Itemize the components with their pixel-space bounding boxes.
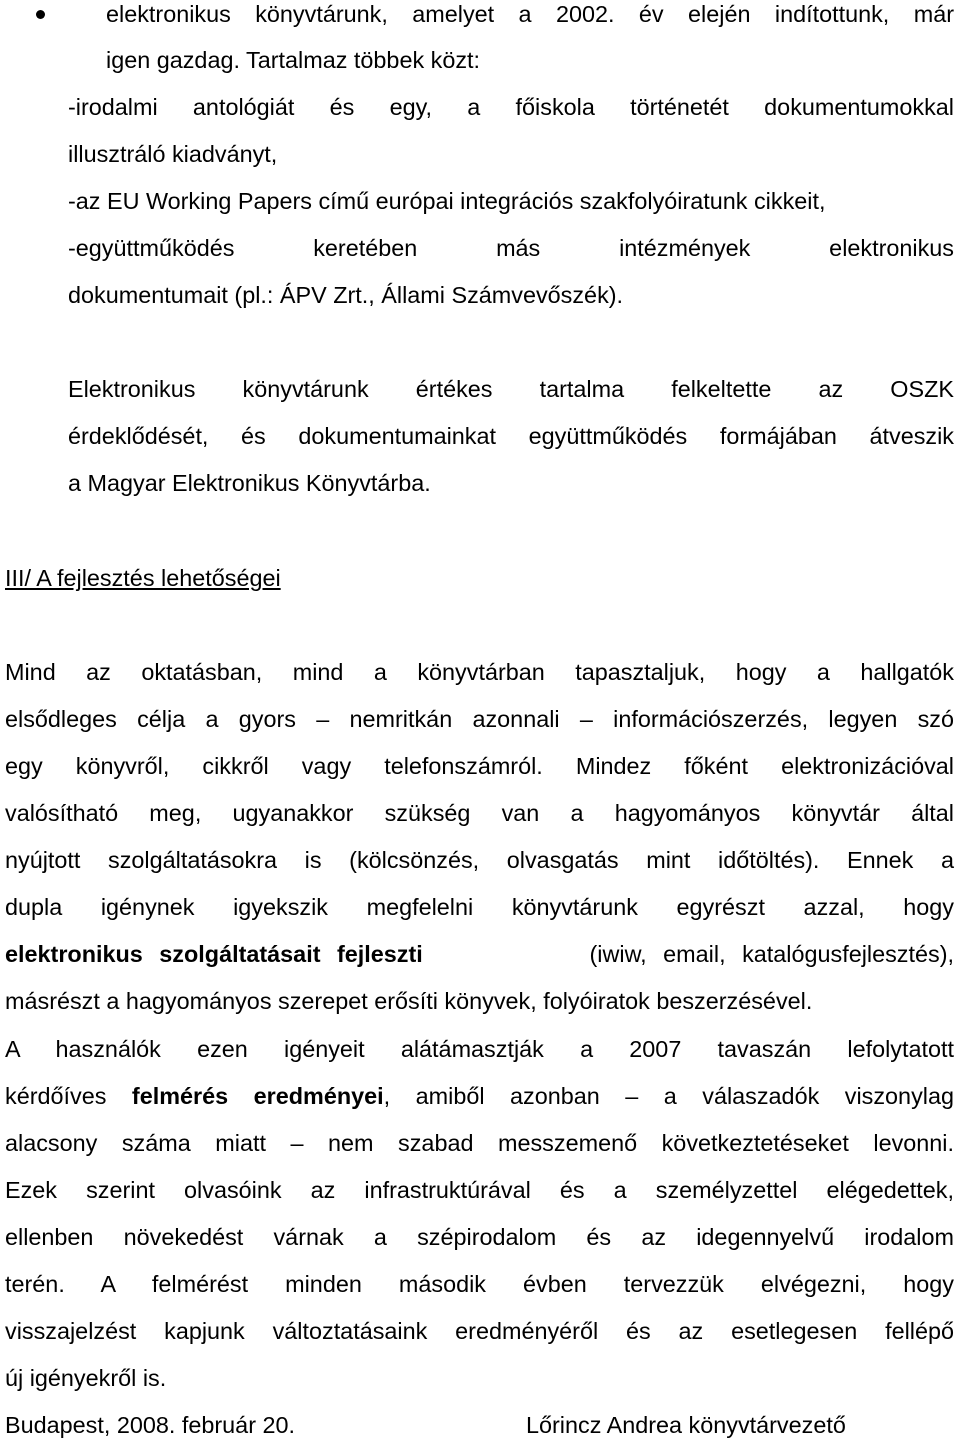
bullet-text-line: igen gazdag. Tartalmaz többek közt: — [106, 47, 481, 73]
paragraph-line: nyújtott szolgáltatásokra is (kölcsönzés, olvasgatás mint időtöltés). Ennek a — [5, 847, 954, 873]
paragraph-line: Ezek szerint olvasóink az infrastruktúrával és a személyzettel elégedettek, — [5, 1177, 954, 1203]
paragraph-line: valósítható meg, ugyanakkor szükség van a hagyományos könyvtár által — [5, 800, 954, 826]
paragraph-line: Mind az oktatásban, mind a könyvtárban tapasztaljuk, hogy a hallgatók — [5, 659, 954, 685]
bullet-dot-icon — [36, 10, 45, 19]
signature-name: Lőrincz Andrea könyvtárvezető — [526, 1412, 846, 1438]
list-item-anthology-cont: illusztráló kiadványt, — [68, 141, 278, 167]
bold-survey-text: felmérés eredményei — [131, 1083, 384, 1109]
paragraph-line: terén. A felmérést minden második évben tervezzük elvégezni, hogy — [5, 1271, 954, 1297]
list-item-eu-papers: -az EU Working Papers című európai integrációs szakfolyóiratunk cikkeit, — [68, 188, 826, 214]
list-item-cooperation: -együttműködés keretében más intézmények elektronikus — [68, 235, 954, 261]
paragraph-line: egy könyvről, cikkről vagy telefonszámról. Mindez főként elektronizációval — [5, 753, 954, 779]
oszk-paragraph-line: a Magyar Elektronikus Könyvtárba. — [68, 470, 431, 496]
paragraph-line: ellenben növekedést várnak a szépirodalom és az idegennyelvű irodalom — [5, 1224, 954, 1250]
services-examples-text: (iwiw, email, katalógusfejlesztés), — [589, 941, 954, 967]
paragraph-line-bold-services — [5, 939, 954, 969]
section-heading: III/ A fejlesztés lehetőségei — [5, 565, 281, 591]
paragraph-line: alacsony száma miatt – nem szabad messzemenő következtetéseket levonni. — [5, 1130, 954, 1156]
place-and-date: Budapest, 2008. február 20. — [5, 1412, 295, 1438]
paragraph-line: dupla igénynek igyekszik megfelelni könyvtárunk egyrészt azzal, hogy — [5, 894, 954, 920]
survey-rest-text: , amiből azonban – a válaszadók viszonylag — [383, 1083, 954, 1109]
paragraph-line: visszajelzést kapjunk változtatásaink eredményéről és az esetlegesen fellépő — [5, 1318, 954, 1344]
paragraph-line: elsődleges célja a gyors – nemritkán azonnali – információszerzés, legyen szó — [5, 706, 954, 732]
bold-services-text: elektronikus szolgáltatásait fejleszti — [5, 941, 423, 967]
list-item-anthology: -irodalmi antológiát és egy, a főiskola történetét dokumentumokkal — [68, 94, 954, 120]
paragraph-line: A használók ezen igényeit alátámasztják a 2007 tavaszán lefolytatott — [5, 1036, 954, 1062]
paragraph-line: új igényekről is. — [5, 1365, 167, 1391]
bullet-text-line: elektronikus könyvtárunk, amelyet a 2002. év elején indítottunk, már — [106, 1, 954, 27]
paragraph-line-bold-survey — [5, 1081, 954, 1111]
oszk-paragraph-line: Elektronikus könyvtárunk értékes tartalma felkeltette az OSZK — [68, 376, 954, 402]
list-item-cooperation-cont: dokumentumait (pl.: ÁPV Zrt., Állami Számvevőszék). — [68, 282, 624, 308]
paragraph-line: másrészt a hagyományos szerepet erősíti könyvek, folyóiratok beszerzésével. — [5, 988, 813, 1014]
oszk-paragraph-line: érdeklődését, és dokumentumainkat együttműködés formájában átveszik — [68, 423, 954, 449]
survey-prefix-text: kérdőíves — [5, 1083, 132, 1109]
